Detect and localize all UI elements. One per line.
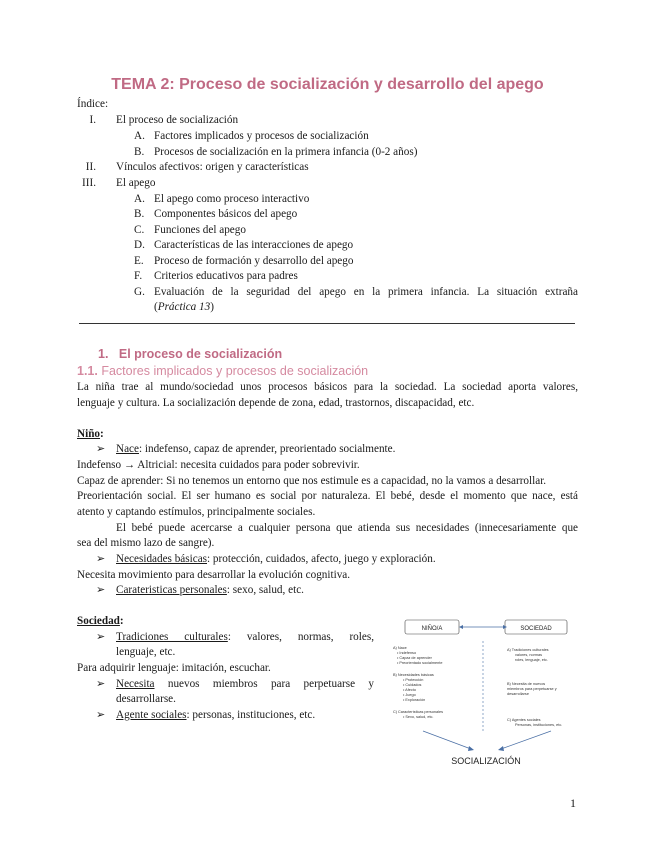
- index-item: Características de las interacciones de apego: [154, 239, 354, 251]
- paragraph: atento y captando estímulos, principalmente sociales.: [77, 506, 316, 518]
- index-section-num: I.: [89, 114, 96, 126]
- bullet-arrow-icon: ➢: [96, 584, 106, 596]
- index-item-letter: G.: [134, 286, 145, 298]
- diagram-right-a: A) Tradiciones culturales: [507, 648, 549, 652]
- index-item: Evaluación de la seguridad del apego en la primera infancia. La situación extraña: [154, 286, 578, 298]
- bullet-arrow-icon: ➢: [96, 443, 106, 455]
- socialization-diagram: [383, 613, 593, 773]
- index-item-letter: A.: [134, 193, 145, 205]
- paragraph: La niña trae al mundo/sociedad unos procesos básicos para la sociedad. La sociedad aporta valores,: [77, 381, 578, 393]
- bullet-arrow-icon: ➢: [96, 553, 106, 565]
- index-item-letter: E.: [134, 255, 144, 267]
- diagram-right-content: [507, 648, 562, 727]
- paragraph: Necesita movimiento para desarrollar la evolución cognitiva.: [77, 569, 351, 581]
- paragraph: sea del mismo lazo de sangre).: [77, 537, 215, 549]
- diagram-left-title: NIÑO/A: [421, 626, 443, 632]
- bullet-item: Tradiciones culturales: valores, normas, roles,: [116, 631, 374, 643]
- diagram-bullet: • Exploración: [403, 698, 426, 702]
- index-item-letter: A.: [134, 130, 145, 142]
- index-section-num: II.: [85, 161, 96, 173]
- diagram-right-line: miembros para perpetuarse y: [507, 687, 557, 691]
- index-section-title: El apego: [116, 177, 156, 189]
- diagram-left-c: C) Características personales: [393, 710, 444, 714]
- bullet-arrow-icon: ➢: [96, 709, 106, 721]
- index-item-letter: B.: [134, 208, 145, 220]
- diagram-bullet: • Indefenso: [397, 651, 417, 655]
- index-section-num: III.: [82, 177, 96, 189]
- bullet-item: Agente sociales: personas, instituciones, etc.: [116, 709, 316, 721]
- paragraph: Preorientación social. El ser humano es social por naturaleza. El bebé, desde el momento que nace, está: [77, 490, 578, 502]
- bullet-item-continuation: lenguaje, etc.: [116, 646, 176, 658]
- bullet-item-continuation: desarrollarse.: [116, 693, 176, 705]
- arrow-down-left-icon: [498, 746, 504, 751]
- bullet-arrow-icon: ➢: [96, 678, 106, 690]
- index-item: Funciones del apego: [154, 224, 246, 236]
- horizontal-divider: [79, 323, 575, 324]
- section-heading: 1. El proceso de socialización: [98, 347, 283, 361]
- index-item-letter: D.: [134, 239, 145, 251]
- diagram-left-content: [393, 646, 443, 719]
- diagram-right-b: B) Necesita de nuevos: [507, 682, 546, 686]
- paragraph: Indefenso → Altricial: necesita cuidados para poder sobrevivir.: [77, 459, 360, 471]
- diagram-right-line: desarrollarse: [507, 692, 529, 696]
- diagram-bottom-label: SOCIALIZACIÓN: [451, 756, 521, 766]
- index-label: Índice:: [77, 98, 109, 110]
- bullet-item: Necesidades básicas: protección, cuidados, afecto, juego y exploración.: [116, 553, 436, 565]
- paragraph: lenguaje y cultura. La socialización depende de zona, edad, trastornos, discapacidad, etc.: [77, 397, 475, 409]
- subsection-heading: 1.1. Factores implicados y procesos de socialización: [77, 364, 369, 378]
- bullet-item: Carateristicas personales: sexo, salud, etc.: [116, 584, 304, 596]
- document-title: TEMA 2: Proceso de socialización y desarrollo del apego: [111, 76, 544, 93]
- diagram-right-c: C) Agentes sociales: [507, 718, 541, 722]
- index-item: Procesos de socialización en la primera infancia (0-2 años): [154, 146, 418, 158]
- bullet-arrow-icon: ➢: [96, 631, 106, 643]
- converge-arrow-right: [501, 731, 551, 749]
- diagram-right-line: roles, lenguaje, etc.: [515, 658, 548, 662]
- paragraph: El bebé puede acercarse a cualquier persona que atienda sus necesidades (innecesariamente que: [116, 522, 578, 534]
- paragraph: Para adquirir lenguaje: imitación, escuchar.: [77, 662, 271, 674]
- bullet-item: Necesita nuevos miembros para perpetuarse y: [116, 678, 374, 690]
- index-item-continuation: (Práctica 13): [154, 301, 214, 313]
- diagram-bullet: • Protección: [403, 678, 424, 682]
- diagram-bullet: • Sexo, salud, etc.: [403, 715, 434, 719]
- diagram-bullet: • Juego: [403, 693, 416, 697]
- page-number: 1: [570, 796, 576, 810]
- index-item-letter: C.: [134, 224, 145, 236]
- index-item: Factores implicados y procesos de socialización: [154, 130, 369, 142]
- paragraph: Capaz de aprender: Si no tenemos un entorno que nos estimule es a capacidad, no la vamos a desarrollar.: [77, 475, 547, 487]
- diagram-bullet: • Preorientado socialmente: [397, 661, 443, 665]
- nino-heading: Niño:: [77, 428, 104, 440]
- diagram-bullet: • Cuidados: [403, 683, 422, 687]
- index-item-letter: F.: [134, 270, 143, 282]
- index-section-title: Vínculos afectivos: origen y características: [116, 161, 309, 173]
- diagram-right-line: valores, normas: [515, 653, 543, 657]
- converge-arrow-left: [423, 731, 471, 749]
- index-item: Criterios educativos para padres: [154, 270, 298, 282]
- sociedad-heading: Sociedad:: [77, 615, 124, 627]
- diagram-bullet: • Capaz de aprender: [397, 656, 432, 660]
- index-item-letter: B.: [134, 146, 145, 158]
- diagram-bullet: • Afecto: [403, 688, 416, 692]
- index-item: Componentes básicos del apego: [154, 208, 298, 220]
- diagram-left-b: B) Necesidades básicas: [393, 673, 434, 677]
- bullet-item: Nace: indefenso, capaz de aprender, preorientado socialmente.: [116, 443, 396, 455]
- index-item: El apego como proceso interactivo: [154, 193, 310, 205]
- index-section-title: El proceso de socialización: [116, 114, 239, 126]
- arrow-left-icon: [459, 625, 463, 629]
- diagram-right-line: Personas, instituciones, etc.: [515, 723, 563, 727]
- diagram-left-a: A) Nace: [393, 646, 407, 650]
- index-item: Proceso de formación y desarrollo del apego: [154, 255, 354, 267]
- diagram-right-title: SOCIEDAD: [520, 626, 552, 632]
- arrow-down-right-icon: [468, 746, 474, 751]
